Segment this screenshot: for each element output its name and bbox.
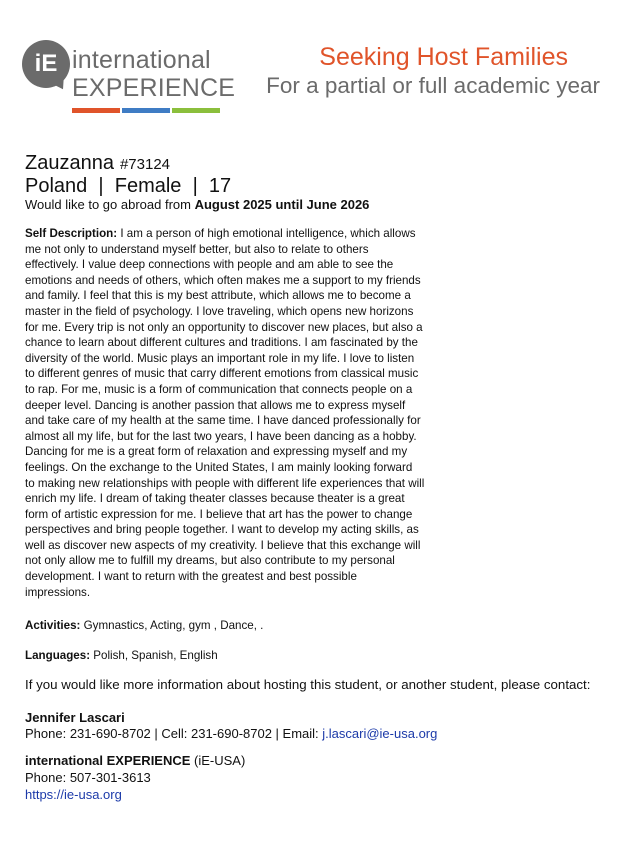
logo-word-international: international bbox=[72, 46, 211, 74]
student-name-line bbox=[25, 152, 170, 175]
organization-url-link[interactable]: https://ie-usa.org bbox=[25, 787, 122, 802]
logo-bar-green bbox=[172, 108, 220, 113]
logo-word-experience: EXPERIENCE bbox=[72, 74, 236, 102]
student-age: 17 bbox=[208, 175, 232, 197]
logo-bar-blue bbox=[122, 108, 170, 113]
self-description-text: I am a person of high emotional intelligence, which allows me not only to understand myself better, but also to relate to others effectively. I value deep connections with people and am able to see the emotions and needs of others, which often makes me a support to my friends and family. I feel that this is my best attribute, which allows me to become a master in the field of psychology. I love traveling, which opens new horizons for me. Every trip is not only an opportunity to discover new places, but also a chance to learn about different cultures and traditions. I am fascinated by the diversity of the world. Music plays an important role in my life. I love to listen to different genres of music that carry different emotions from classical music to rap. For me, music is a form of communication that connects people on a deeper level. Dancing is another passion that allows me to express myself and take care of my health at the same time. I have danced professionally for almost all my life, but for the last two years, I have been dancing as a hobby. Dancing for me is a great form of relaxation and expressing myself and my feelings. On the exchange to the United States, I am mainly looking forward to making new relationships with people with different life experiences that will enrich my life. I dream of taking theater classes because theater is a great form of artistic expression for me. I believe that art has the power to change perspectives and bring people together. I want to develop my acting skills, as well as discover new aspects of my creativity. I believe that this exchange will not only allow me to fulfill my dreams, but also contribute to my personal development. I want to return with the greatest and best possible impressions. bbox=[25, 227, 425, 599]
contact-name: Jennifer Lascari bbox=[25, 710, 125, 725]
contact-intro: If you would like more information about hosting this student, or another student, please contact: bbox=[25, 677, 591, 692]
contact-phone-line bbox=[25, 726, 437, 741]
header-subtitle: For a partial or full academic year bbox=[266, 73, 600, 98]
languages-text: Polish, Spanish, English bbox=[90, 649, 218, 662]
student-info-line bbox=[25, 175, 231, 198]
activities-text: Gymnastics, Acting, gym , Dance, . bbox=[80, 619, 264, 632]
activities bbox=[25, 619, 263, 632]
organization-phone: Phone: 507-301-3613 bbox=[25, 770, 151, 785]
student-gender: Female bbox=[114, 175, 182, 197]
student-name: Zauzanna bbox=[25, 152, 114, 174]
logo-badge: iE bbox=[22, 40, 70, 88]
activities-label: Activities: bbox=[25, 619, 81, 632]
student-country: Poland bbox=[25, 175, 88, 197]
separator: | bbox=[98, 175, 104, 197]
languages-label: Languages: bbox=[25, 649, 91, 662]
self-description-label: Self Description: bbox=[25, 227, 118, 240]
languages bbox=[25, 649, 218, 662]
contact-email-link[interactable]: j.lascari@ie-usa.org bbox=[322, 726, 438, 741]
separator: | bbox=[192, 175, 198, 197]
logo-color-bars bbox=[72, 108, 220, 113]
contact-phone-text: Phone: 231-690-8702 | Cell: 231-690-8702 | Email: bbox=[25, 726, 323, 741]
self-description bbox=[25, 226, 425, 600]
student-id: #73124 bbox=[119, 156, 171, 173]
organization-line bbox=[25, 753, 245, 768]
abroad-period-line bbox=[25, 197, 369, 212]
logo-bar-orange bbox=[72, 108, 120, 113]
organization-abbr: (iE-USA) bbox=[190, 753, 246, 768]
abroad-prefix: Would like to go abroad from bbox=[25, 197, 195, 212]
ie-logo bbox=[22, 40, 236, 115]
abroad-period: August 2025 until June 2026 bbox=[194, 197, 370, 212]
header-title: Seeking Host Families bbox=[319, 43, 568, 71]
organization-name: international EXPERIENCE bbox=[25, 753, 191, 768]
